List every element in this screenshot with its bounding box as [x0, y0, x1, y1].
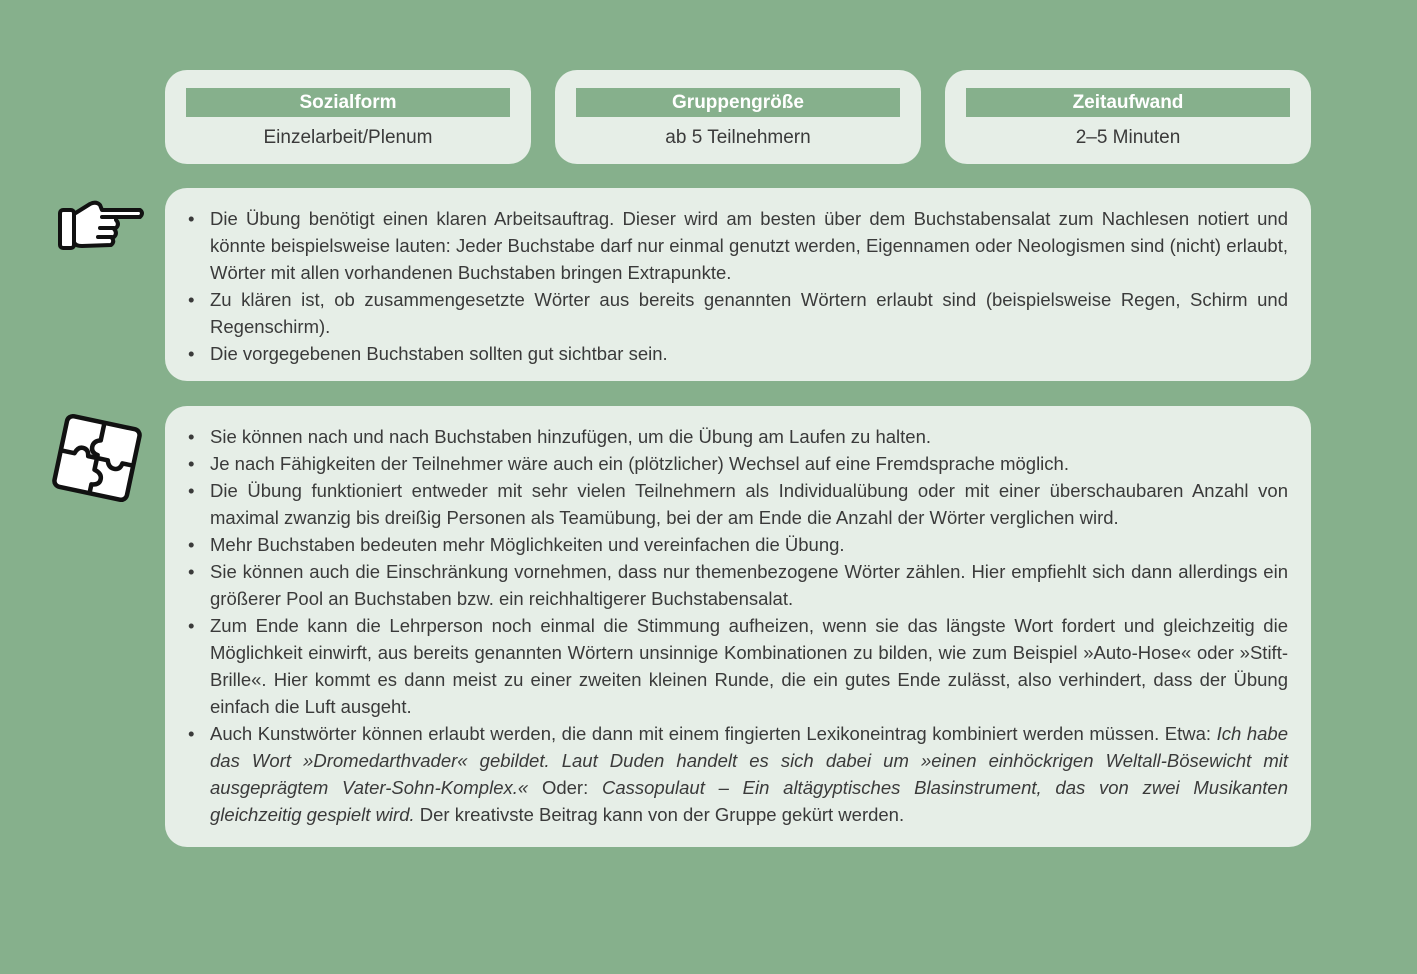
- info-card-sozialform: [165, 70, 531, 164]
- card-value: ab 5 Teilnehmern: [665, 127, 811, 148]
- list-item: • Sie können auch die Einschränkung vornehmen, dass nur themenbezogene Wörter zählen. Hier empfiehlt sich dann allerdings ein größerer Pool an Buchstaben bzw. ein reichhaltigerer Buchstabensalat.: [188, 558, 1288, 612]
- list-item: • Mehr Buchstaben bedeuten mehr Möglichkeiten und vereinfachen die Übung.: [188, 531, 1288, 558]
- card-header: Sozialform: [186, 88, 510, 117]
- example-cassopulaut: Cassopulaut – Ein altägyptisches Blasinstrument, das von zwei Musikanten gleichzeitig gespielt wird.: [210, 777, 1288, 825]
- list-item: • Sie können nach und nach Buchstaben hinzufügen, um die Übung am Laufen zu halten.: [188, 423, 1288, 450]
- item-outro: Der kreativste Beitrag kann von der Gruppe gekürt werden.: [414, 804, 905, 825]
- hints-list: [188, 205, 1288, 367]
- info-card-zeitaufwand: [945, 70, 1311, 164]
- list-item-kunstwoerter: [188, 720, 1288, 828]
- list-item: • Je nach Fähigkeiten der Teilnehmer wäre auch ein (plötzlicher) Wechsel auf eine Fremdsprache möglich.: [188, 450, 1288, 477]
- variants-list: [188, 423, 1288, 828]
- card-header: Zeitaufwand: [966, 88, 1290, 117]
- list-item: • Zum Ende kann die Lehrperson noch einmal die Stimmung aufheizen, wenn sie das längste Wort fordert und gleichzeitig die Möglichkeit einwirft, aus bereits genannten Wörtern unsinnige Kombinationen zu bilden, wie zum Beispiel »Auto-Hose« oder »Stift-Brille«. Hier kommt es dann meist zu einer zweiten kleinen Runde, die ein gutes Ende zulässt, also verhindert, dass der Übung einfach die Luft ausgeht.: [188, 612, 1288, 720]
- variants-panel: [165, 406, 1311, 847]
- hints-panel: [165, 188, 1311, 381]
- list-item: • Die Übung funktioniert entweder mit sehr vielen Teilnehmern als Individualübung oder mit einer überschaubaren Anzahl von maximal zwanzig bis dreißig Personen als Teamübung, bei der am Ende die Anzahl der Wörter verglichen wird.: [188, 477, 1288, 531]
- card-header: Gruppengröße: [576, 88, 900, 117]
- example-dromedarthvader: Ich habe das Wort »Dromedarthvader« gebildet. Laut Duden handelt es sich dabei um »einen einhöckrigen Weltall-Bösewicht mit ausgeprägtem Vater-Sohn-Komplex.«: [210, 723, 1288, 798]
- list-item: • Die vorgegebenen Buchstaben sollten gut sichtbar sein.: [188, 340, 1288, 367]
- item-intro: Auch Kunstwörter können erlaubt werden, die dann mit einem fingierten Lexikoneintrag kombiniert werden müssen. Etwa:: [210, 723, 1217, 744]
- card-value: Einzelarbeit/Plenum: [263, 127, 433, 148]
- card-value: 2–5 Minuten: [1075, 127, 1181, 148]
- list-item: • Die Übung benötigt einen klaren Arbeitsauftrag. Dieser wird am besten über dem Buchstabensalat zum Nachlesen notiert und könnte beispielsweise lauten: Jeder Buchstabe darf nur einmal genutzt werden, Eigennamen oder Neologismen sind (nicht) erlaubt, Wörter mit allen vorhandenen Buchstaben bringen Extrapunkte.: [188, 205, 1288, 286]
- pointing-hand-icon: [56, 196, 148, 254]
- list-item: • Zu klären ist, ob zusammengesetzte Wörter aus bereits genannten Wörtern erlaubt sind (beispielsweise Regen, Schirm und Regenschirm).: [188, 286, 1288, 340]
- info-card-gruppengroesse: [555, 70, 921, 164]
- puzzle-icon: [50, 412, 144, 504]
- item-connector: Oder:: [528, 777, 602, 798]
